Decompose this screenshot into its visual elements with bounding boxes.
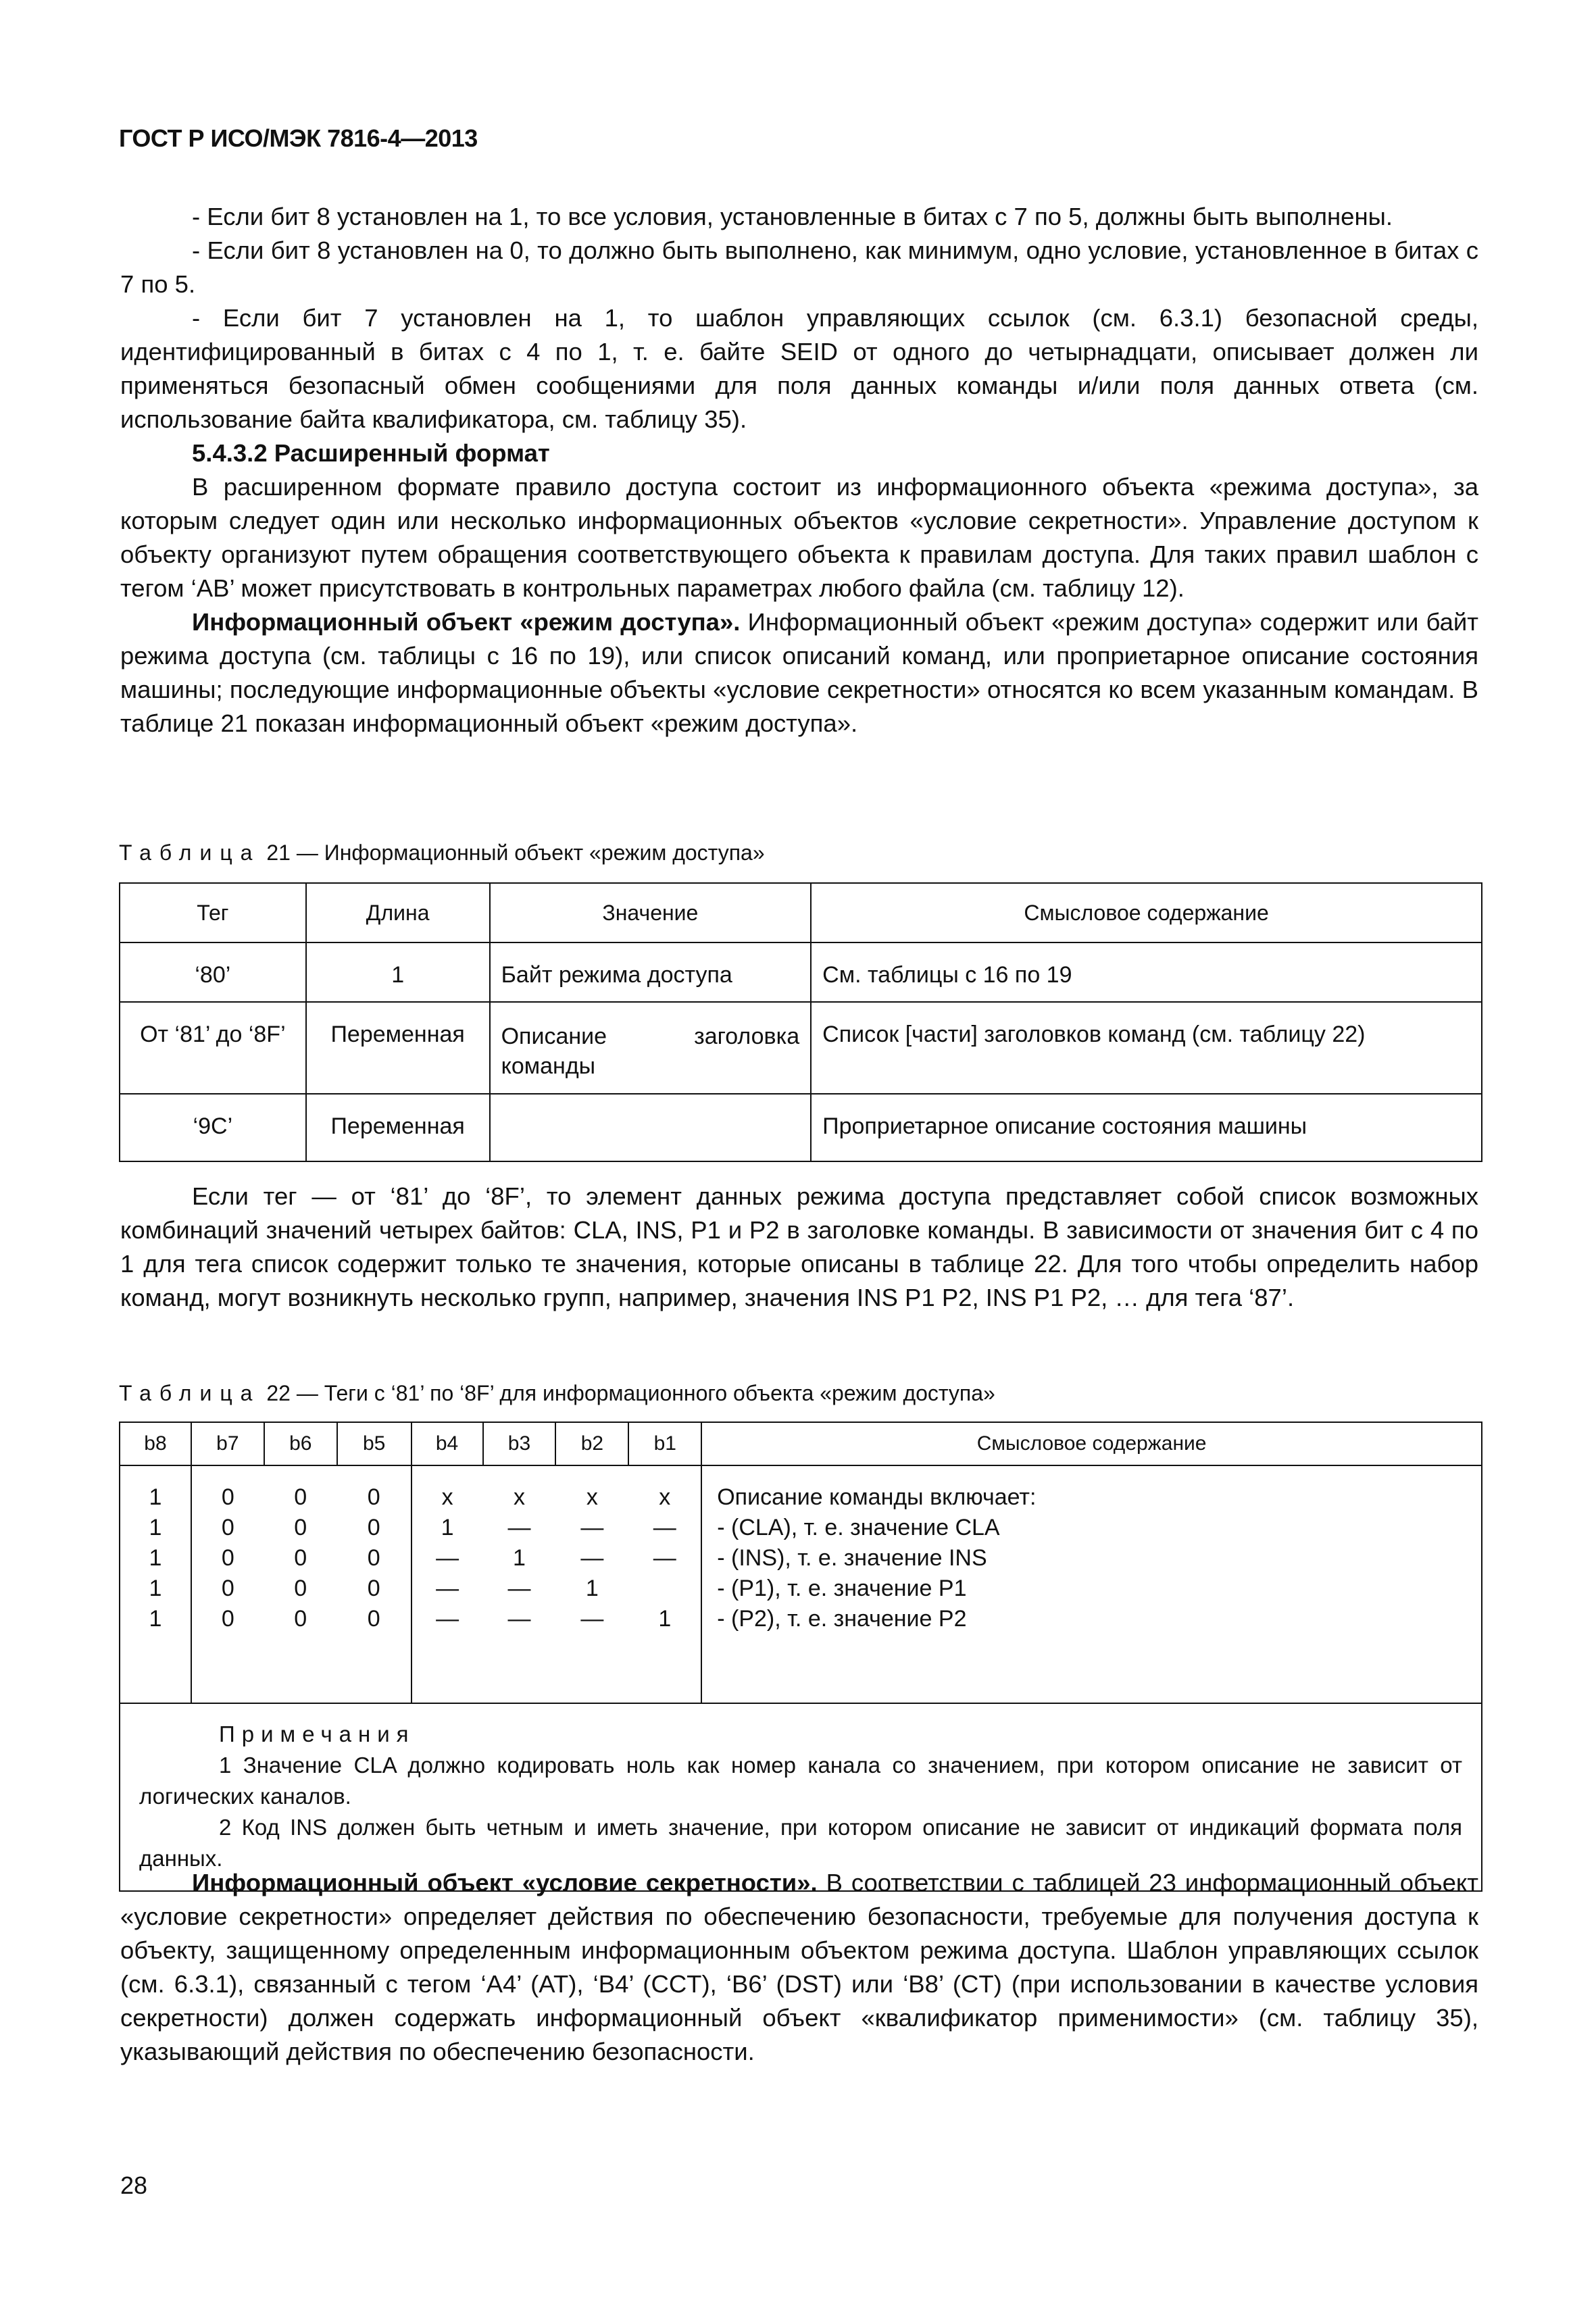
bit-value: 1 (513, 1545, 526, 1571)
table-21 (119, 882, 1482, 1162)
table-22 (119, 1422, 1482, 1892)
note-2: 2 Код INS должен быть четным и иметь значение, при котором описание не зависит от индикаций формата поля данных. (139, 1815, 1462, 1871)
bit-value: 0 (367, 1576, 380, 1601)
table-cell: Список [части] заголовков команд (см. таблицу 22) (811, 1002, 1482, 1094)
table21-header-meaning: Смысловое содержание (811, 883, 1482, 942)
paragraph-bit8-clear: - Если бит 8 установлен на 0, то должно быть выполнено, как минимум, одно условие, установленное в битах с 7 по 5. (120, 236, 1478, 298)
table22-header-meaning: Смысловое содержание (701, 1422, 1482, 1465)
bit-column-b5 (337, 1465, 412, 1703)
security-condition-body: В соответствии с таблицей 23 информационный объект «условие секретности» определяет действия по обеспечению безопасности, требуемые для получения доступа к объекту, защищенному определенным информационным объектом режима доступа. Шаблон управляющих ссылок (см. 6.3.1), связанный с тегом ‘A4’ (AT), ‘B4’ (CCT), ‘B6’ (DST) или ‘B8’ (CT) (при использовании в качестве условия секретности) должен содержать информационный объект «квалификатор применимости» (см. таблицу 35), указывающий действия по обеспечению безопасности. (120, 1869, 1479, 2065)
table22-header-b3: b3 (483, 1422, 556, 1465)
description-line: - (P1), т. е. значение P1 (717, 1576, 967, 1601)
table22-notes (120, 1703, 1482, 1891)
bit-value: — (507, 1606, 531, 1632)
bit-value: 1 (149, 1606, 162, 1632)
table-cell: От ‘81’ до ‘8F’ (120, 1002, 306, 1094)
table22-header-b8: b8 (120, 1422, 191, 1465)
bit-value: 1 (149, 1515, 162, 1540)
table22-header-row (120, 1422, 1482, 1465)
table22-header-b5: b5 (337, 1422, 412, 1465)
bit-value: — (436, 1576, 459, 1601)
bit-value: 0 (367, 1484, 380, 1510)
bit-value: — (653, 1515, 676, 1540)
tag-range-text (120, 1180, 1478, 1315)
bit-value: — (580, 1606, 604, 1632)
table-row (120, 1094, 1482, 1161)
table21-caption-word: Таблица (119, 840, 261, 865)
bit-value: 1 (441, 1515, 454, 1540)
table-cell: См. таблицы с 16 по 19 (811, 942, 1482, 1002)
bit-value: — (436, 1545, 459, 1571)
bit-value: 0 (294, 1576, 307, 1601)
bit-value: 1 (149, 1484, 162, 1510)
bit-value: 0 (367, 1606, 380, 1632)
table-cell: ‘9C’ (120, 1094, 306, 1161)
table22-caption-text: 22 — Теги с ‘81’ по ‘8F’ для информационного объекта «режим доступа» (266, 1381, 995, 1405)
bit-value: 1 (149, 1576, 162, 1601)
table22-header-b6: b6 (264, 1422, 337, 1465)
table-cell: Байт режима доступа (490, 942, 812, 1002)
notes-heading: Примечания (219, 1721, 416, 1746)
table22-notes-row (120, 1703, 1482, 1891)
intro-text (120, 200, 1478, 740)
table22-header-b1: b1 (628, 1422, 701, 1465)
table21-caption (119, 840, 765, 865)
paragraph-bit8-set: - Если бит 8 установлен на 1, то все условия, установленные в битах с 7 по 5, должны быть выполнены. (192, 203, 1393, 230)
document-header: ГОСТ Р ИСО/МЭК 7816-4—2013 (119, 124, 478, 152)
bit-value: — (507, 1515, 531, 1540)
bit-value: x (659, 1484, 671, 1510)
table-row (120, 1002, 1482, 1094)
table-cell: 1 (306, 942, 490, 1002)
paragraph-tag-range: Если тег — от ‘81’ до ‘8F’, то элемент данных режима доступа представляет собой список возможных комбинаций значений четырех байтов: CLA, INS, P1 и P2 в заголовке команды. В зависимости от значения бит с 4 по 1 для тега список содержит только те значения, которые описаны в таблице 22. Для того чтобы определить набор команд, могут возникнуть несколько групп, например, значения INS P1 P2, INS P1 P2, … для тега ‘87’. (120, 1182, 1478, 1311)
bit-value: x (513, 1484, 525, 1510)
bit-value: — (580, 1515, 604, 1540)
bit-value: — (653, 1545, 676, 1571)
bit-column-b3 (483, 1465, 556, 1703)
section-heading: 5.4.3.2 Расширенный формат (192, 439, 550, 467)
access-mode-term: Информационный объект «режим доступа». (192, 608, 741, 636)
bit-value: 0 (367, 1545, 380, 1571)
bit-value: 0 (294, 1545, 307, 1571)
bit-value: x (586, 1484, 598, 1510)
table21-caption-text: 21 — Информационный объект «режим доступа» (266, 840, 765, 865)
table-row (120, 942, 1482, 1002)
table-cell: Описание заголовка команды (490, 1002, 812, 1094)
bit-value: 1 (658, 1606, 672, 1632)
bit-column-b6 (264, 1465, 337, 1703)
bit-column-b1 (628, 1465, 701, 1703)
bit-value: 1 (585, 1576, 599, 1601)
security-condition-term: Информационный объект «условие секретности». (192, 1869, 818, 1896)
paragraph-security-condition (120, 1866, 1478, 2069)
table21-header-value: Значение (490, 883, 812, 942)
bit-value: — (580, 1545, 604, 1571)
table-cell (490, 1094, 812, 1161)
bit-value: 0 (221, 1515, 234, 1540)
bit-value: 0 (367, 1515, 380, 1540)
paragraph-bit7-set: - Если бит 7 установлен на 1, то шаблон управляющих ссылок (см. 6.3.1) безопасной среды, идентифицированный в битах с 4 по 1, т. е. байте SEID от одного до четырнадцати, описывает должен ли применяться безопасный обмен сообщениями для поля данных команды и/или поля данных ответа (см. использование байта квалификатора, см. таблицу 35). (120, 304, 1478, 433)
description-line: - (CLA), т. е. значение CLA (717, 1515, 1000, 1540)
bit-value (629, 1574, 700, 1604)
bit-column-b8 (120, 1465, 191, 1703)
bit-value: 0 (294, 1515, 307, 1540)
bit-column-b2 (555, 1465, 628, 1703)
table22-header-b2: b2 (555, 1422, 628, 1465)
bit-value: 0 (221, 1606, 234, 1632)
table-cell: Переменная (306, 1094, 490, 1161)
description-line: - (P2), т. е. значение P2 (717, 1606, 967, 1632)
table22-caption-word: Таблица (119, 1381, 261, 1405)
security-condition-text (120, 1866, 1478, 2069)
paragraph-access-mode (120, 605, 1478, 740)
table21-header-length: Длина (306, 883, 490, 942)
table22-caption (119, 1381, 995, 1406)
paragraph-extended-format: В расширенном формате правило доступа состоит из информационного объекта «режима доступа», за которым следует один или несколько информационных объектов «условие секретности». Управление доступом к объекту организуют путем обращения соответствующего объекта к правилам доступа. Для таких правил шаблон с тегом ‘AB’ может присутствовать в контрольных параметрах любого файла (см. таблицу 12). (120, 473, 1478, 602)
access-mode-text: Информационный объект «режим доступа» содержит или байт режима доступа (см. таблицы с 16 по 19), или список описаний команд, или проприетарное описание состояния машины; последующие информационные объекты «условие секретности» относятся ко всем указанным командам. В таблице 21 показан информационный объект «режим доступа». (120, 608, 1479, 737)
bit-value: — (436, 1606, 459, 1632)
bit-value: 0 (294, 1606, 307, 1632)
table21-header-row (120, 883, 1482, 942)
bit-value: 1 (149, 1545, 162, 1571)
bit-column-b7 (191, 1465, 264, 1703)
page-number: 28 (120, 2171, 148, 2199)
table22-header-b7: b7 (191, 1422, 264, 1465)
bit-value: 0 (221, 1484, 234, 1510)
note-1: 1 Значение CLA должно кодировать ноль как номер канала со значением, при котором описание не зависит от логических каналов. (139, 1753, 1462, 1809)
bit-value: 0 (221, 1545, 234, 1571)
bit-value: x (441, 1484, 453, 1510)
table22-description-cell (701, 1465, 1482, 1703)
table-cell: Переменная (306, 1002, 490, 1094)
table22-body-row (120, 1465, 1482, 1703)
table-cell: ‘80’ (120, 942, 306, 1002)
table-cell: Проприетарное описание состояния машины (811, 1094, 1482, 1161)
table21-header-tag: Тег (120, 883, 306, 942)
bit-value: — (507, 1576, 531, 1601)
bit-value: 0 (294, 1484, 307, 1510)
bit-column-b4 (412, 1465, 483, 1703)
description-line: Описание команды включает: (717, 1484, 1037, 1510)
bit-value: 0 (221, 1576, 234, 1601)
description-line: - (INS), т. е. значение INS (717, 1545, 987, 1571)
table22-header-b4: b4 (412, 1422, 483, 1465)
